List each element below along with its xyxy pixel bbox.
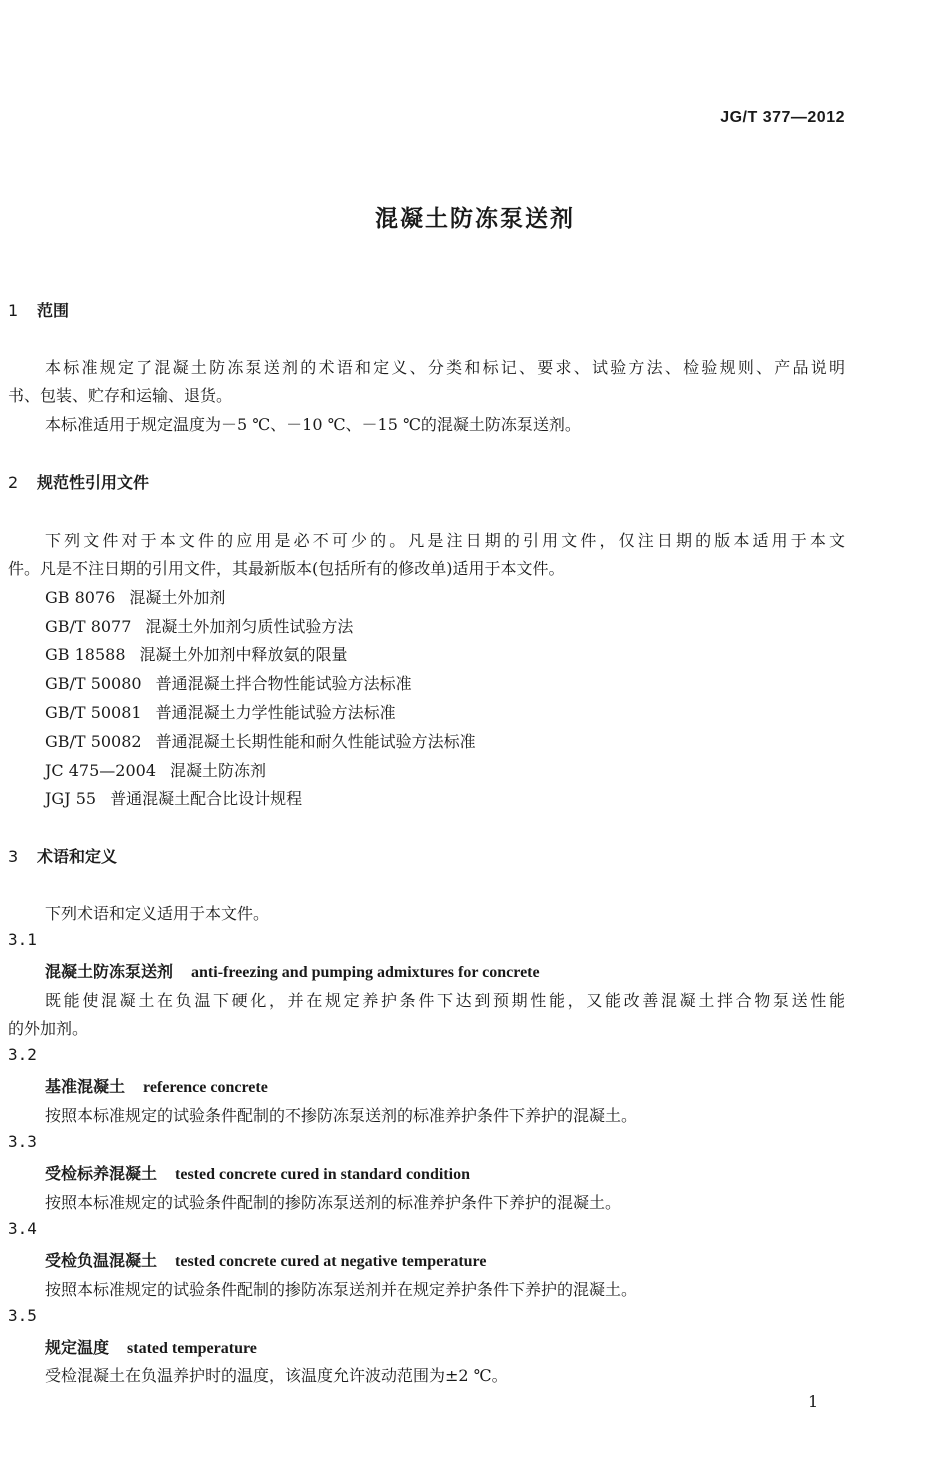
reference-name: 混凝土外加剂 <box>129 588 226 607</box>
reference-code: GB 8076 <box>45 588 116 607</box>
reference-item <box>45 729 476 752</box>
section-title: 规范性引用文件 <box>37 473 150 492</box>
reference-name: 混凝土外加剂中释放氨的限量 <box>139 645 348 664</box>
reference-code: GB/T 50081 <box>45 703 142 722</box>
section-title: 术语和定义 <box>37 847 118 866</box>
section-number: 3 <box>8 847 19 866</box>
term-heading <box>45 1161 470 1184</box>
scope-paragraph-line-1: 本标准规定了混凝土防冻泵送剂的术语和定义、分类和标记、要求、试验方法、检验规则、产品说明 <box>45 358 845 377</box>
reference-name: 普通混凝土力学性能试验方法标准 <box>155 703 396 722</box>
term-chinese: 基准混凝土 <box>45 1077 126 1096</box>
reference-item <box>45 786 302 809</box>
scope-paragraph-line-2: 书、包装、贮存和运输、退货。 <box>8 386 233 405</box>
term-number: 3.2 <box>8 1045 37 1064</box>
term-number: 3.5 <box>8 1306 37 1325</box>
terms-intro: 下列术语和定义适用于本文件。 <box>45 904 270 923</box>
term-definition: 按照本标准规定的试验条件配制的掺防冻泵送剂并在规定养护条件下养护的混凝土。 <box>45 1280 638 1299</box>
term-number: 3.3 <box>8 1132 37 1151</box>
reference-code: GB 18588 <box>45 645 126 664</box>
term-heading <box>45 1074 268 1097</box>
section-heading-1 <box>8 298 69 321</box>
reference-name: 普通混凝土长期性能和耐久性能试验方法标准 <box>155 732 476 751</box>
references-intro-line-1: 下列文件对于本文件的应用是必不可少的。凡是注日期的引用文件，仅注日期的版本适用于本文 <box>45 531 845 550</box>
term-english: reference concrete <box>143 1079 268 1096</box>
reference-name: 混凝土防冻剂 <box>170 761 267 780</box>
section-title: 范围 <box>37 301 70 320</box>
reference-code: JC 475—2004 <box>45 761 156 780</box>
section-heading-3 <box>8 844 117 867</box>
term-chinese: 受检标养混凝土 <box>45 1164 158 1183</box>
term-english: tested concrete cured in standard condition <box>175 1166 470 1183</box>
term-english: anti-freezing and pumping admixtures for concrete <box>191 964 540 981</box>
term-heading <box>45 959 540 982</box>
term-definition-line-1: 既能使混凝土在负温下硬化，并在规定养护条件下达到预期性能，又能改善混凝土拌合物泵送性能 <box>45 991 845 1010</box>
section-heading-2 <box>8 470 149 493</box>
term-chinese: 受检负温混凝土 <box>45 1251 158 1270</box>
reference-item <box>45 671 412 694</box>
reference-code: GB/T 8077 <box>45 617 132 636</box>
reference-name: 混凝土外加剂匀质性试验方法 <box>145 617 354 636</box>
standard-code: JG/T 377—2012 <box>720 109 845 126</box>
reference-code: GB/T 50080 <box>45 674 142 693</box>
term-chinese: 混凝土防冻泵送剂 <box>45 962 174 981</box>
term-number: 3.4 <box>8 1219 37 1238</box>
reference-item <box>45 700 396 723</box>
term-english: stated temperature <box>127 1340 257 1357</box>
reference-code: GB/T 50082 <box>45 732 142 751</box>
term-heading <box>45 1335 257 1358</box>
term-heading <box>45 1248 486 1271</box>
reference-name: 普通混凝土拌合物性能试验方法标准 <box>155 674 412 693</box>
term-english: tested concrete cured at negative temperature <box>175 1253 487 1270</box>
term-definition: 受检混凝土在负温养护时的温度，该温度允许波动范围为±2 ℃。 <box>45 1366 508 1385</box>
term-definition: 按照本标准规定的试验条件配制的不掺防冻泵送剂的标准养护条件下养护的混凝土。 <box>45 1106 638 1125</box>
reference-item <box>45 585 225 608</box>
term-definition-line-2: 的外加剂。 <box>8 1019 89 1038</box>
term-chinese: 规定温度 <box>45 1338 110 1357</box>
scope-paragraph-2: 本标准适用于规定温度为－5 ℃、－10 ℃、－15 ℃的混凝土防冻泵送剂。 <box>45 415 581 434</box>
reference-item <box>45 642 348 665</box>
term-number: 3.1 <box>8 930 37 949</box>
page-number: 1 <box>808 1392 819 1411</box>
section-number: 2 <box>8 473 19 492</box>
reference-name: 普通混凝土配合比设计规程 <box>110 789 303 808</box>
references-intro-line-2: 件。凡是不注日期的引用文件，其最新版本(包括所有的修改单)适用于本文件。 <box>8 559 565 578</box>
reference-item <box>45 758 266 781</box>
reference-code: JGJ 55 <box>45 789 97 808</box>
term-definition: 按照本标准规定的试验条件配制的掺防冻泵送剂的标准养护条件下养护的混凝土。 <box>45 1193 622 1212</box>
document-title: 混凝土防冻泵送剂 <box>375 206 575 232</box>
reference-item <box>45 614 353 637</box>
section-number: 1 <box>8 301 19 320</box>
